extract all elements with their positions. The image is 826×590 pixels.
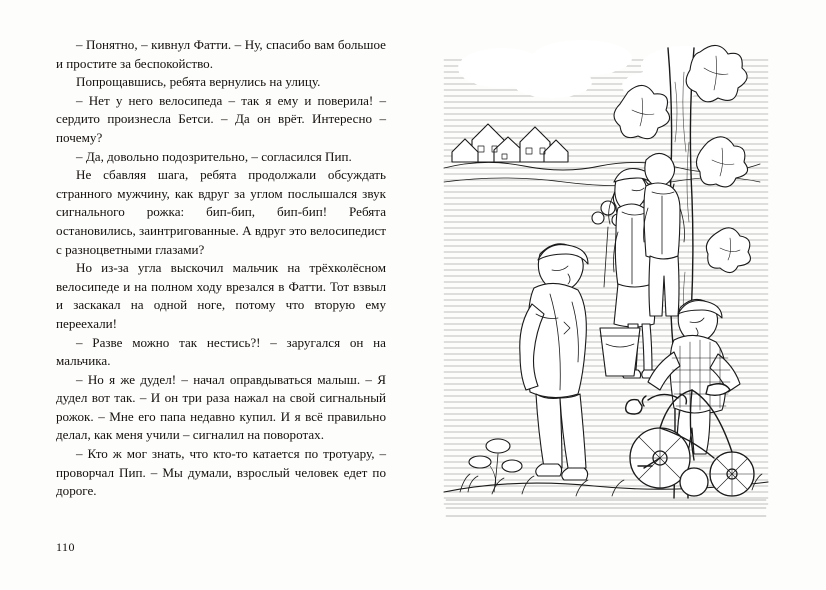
paragraph: Не сбавляя шага, ребята продолжали обсуждать странного мужчину, как вдруг за углом послышался звук сигнального рожка: бип-бип, бип-бип! Ребята остановились, заинтригованные. А вдруг это велосипедист с разноцветными глазами? — [56, 167, 386, 257]
paragraph: – Но я же дудел! – начал оправдываться малыш. – Я дудел вот так. – И он три раза нажал на свой сигнальный рожок. – Мне его папа недавно купил. И я всё правильно делал, как меня учили – сигналил на поворотах. — [56, 371, 386, 443]
paragraph: – Нет у него велосипеда – так я ему и поверила! – сердито произнесла Бетси. – Да он врёт. Интересно – почему? — [56, 92, 386, 145]
paragraph: – Да, довольно подозрительно, – согласился Пип. — [76, 148, 352, 164]
paragraph: Попрощавшись, ребята вернулись на улицу. — [76, 74, 321, 90]
body-text-column — [56, 36, 386, 501]
paragraph: Но из-за угла выскочил мальчик на трёхколёсном велосипеде и на полном ходу врезался в Фатти. Тот взвыл и заскакал на одной ноге, потому что вторую ему переехали! — [56, 260, 386, 331]
paragraph: – Разве можно так нестись?! – заругался он на мальчика. — [56, 334, 386, 369]
paragraph: – Понятно, – кивнул Фатти. – Ну, спасибо вам большое и простите за беспокойство. — [56, 37, 386, 71]
page-number: 110 — [56, 540, 76, 554]
chapter-illustration — [432, 22, 780, 522]
paragraph: – Кто ж мог знать, что кто-то катается по тротуару, – проворчал Пип. – Мы думали, взрослый человек едет по дороге. — [56, 446, 386, 499]
